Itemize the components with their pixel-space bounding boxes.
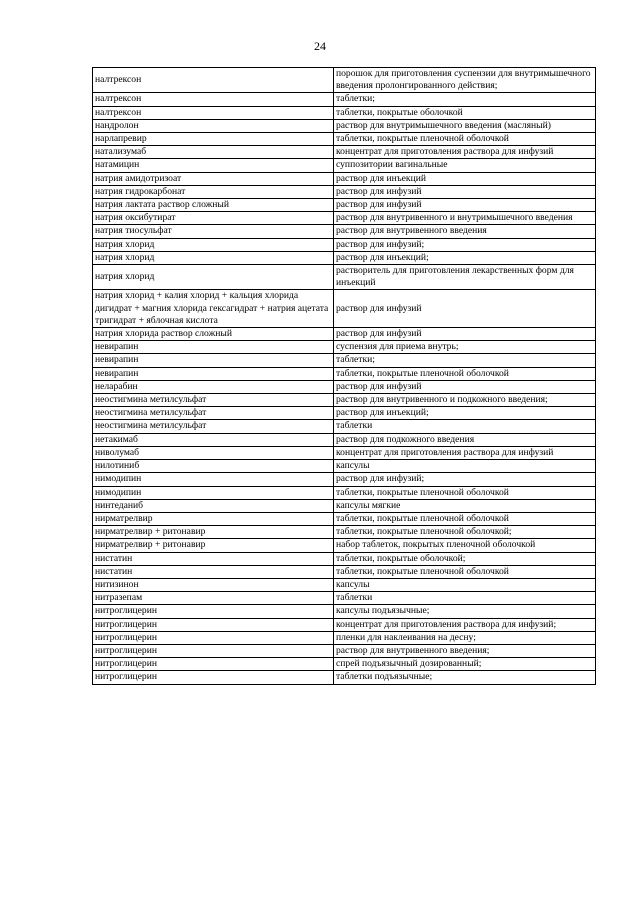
drug-name-cell: неларабин [93, 380, 334, 393]
dosage-form-cell: капсулы [334, 578, 596, 591]
dosage-form-cell: раствор для инфузий [334, 185, 596, 198]
drug-table-body [93, 68, 596, 685]
drug-name-cell: натрия лактата раствор сложный [93, 199, 334, 212]
table-row [93, 407, 596, 420]
table-row [93, 68, 596, 93]
table-row [93, 512, 596, 525]
drug-name-cell: натрия хлорид [93, 265, 334, 290]
drug-name-cell: нистатин [93, 565, 334, 578]
drug-name-cell: нитроглицерин [93, 671, 334, 684]
dosage-form-cell: раствор для инфузий; [334, 473, 596, 486]
drug-name-cell: нитразепам [93, 592, 334, 605]
dosage-form-cell: раствор для инъекций [334, 172, 596, 185]
table-row [93, 159, 596, 172]
table-row [93, 119, 596, 132]
drug-name-cell: налтрексон [93, 106, 334, 119]
table-row [93, 225, 596, 238]
drug-name-cell: натрия гидрокарбонат [93, 185, 334, 198]
drug-name-cell: натализумаб [93, 146, 334, 159]
table-row [93, 251, 596, 264]
dosage-form-cell: таблетки; [334, 354, 596, 367]
table-row [93, 133, 596, 146]
drug-name-cell: неостигмина метилсульфат [93, 420, 334, 433]
table-row [93, 658, 596, 671]
drug-name-cell: неостигмина метилсульфат [93, 407, 334, 420]
drug-name-cell: невирапин [93, 354, 334, 367]
table-row [93, 526, 596, 539]
drug-name-cell: нарлапревир [93, 133, 334, 146]
table-row [93, 146, 596, 159]
dosage-form-cell: таблетки, покрытые пленочной оболочкой [334, 486, 596, 499]
drug-name-cell: натрия тиосульфат [93, 225, 334, 238]
table-row [93, 354, 596, 367]
drug-name-cell: нилотиниб [93, 460, 334, 473]
table-row [93, 238, 596, 251]
table-row [93, 618, 596, 631]
dosage-form-cell: таблетки, покрытые оболочкой; [334, 552, 596, 565]
drug-name-cell: нитроглицерин [93, 605, 334, 618]
dosage-form-cell: пленки для наклеивания на десну; [334, 631, 596, 644]
dosage-form-cell: спрей подъязычный дозированный; [334, 658, 596, 671]
table-row [93, 473, 596, 486]
table-row [93, 446, 596, 459]
drug-name-cell: нитроглицерин [93, 644, 334, 657]
drug-name-cell: неостигмина метилсульфат [93, 394, 334, 407]
drug-name-cell: нирматрелвир + ритонавир [93, 539, 334, 552]
table-row [93, 172, 596, 185]
drug-name-cell: нандролон [93, 119, 334, 132]
dosage-form-cell: таблетки подъязычные; [334, 671, 596, 684]
table-row [93, 433, 596, 446]
dosage-form-cell: капсулы мягкие [334, 499, 596, 512]
drug-name-cell: нирматрелвир + ритонавир [93, 526, 334, 539]
drug-name-cell: невирапин [93, 367, 334, 380]
dosage-form-cell: таблетки, покрытые пленочной оболочкой; [334, 526, 596, 539]
dosage-form-cell: суспензия для приема внутрь; [334, 341, 596, 354]
table-row [93, 499, 596, 512]
drug-name-cell: нитроглицерин [93, 658, 334, 671]
table-row [93, 93, 596, 106]
dosage-form-cell: таблетки, покрытые пленочной оболочкой [334, 512, 596, 525]
dosage-form-cell: таблетки, покрытые пленочной оболочкой [334, 367, 596, 380]
drug-name-cell: нинтеданиб [93, 499, 334, 512]
drug-name-cell: нитроглицерин [93, 618, 334, 631]
table-row [93, 185, 596, 198]
drug-name-cell: натрия оксибутират [93, 212, 334, 225]
dosage-form-cell: капсулы [334, 460, 596, 473]
drug-name-cell: нирматрелвир [93, 512, 334, 525]
dosage-form-cell: раствор для инъекций; [334, 407, 596, 420]
table-row [93, 605, 596, 618]
dosage-form-cell: таблетки [334, 592, 596, 605]
table-row [93, 420, 596, 433]
dosage-form-cell: раствор для внутривенного и внутримышечного введения [334, 212, 596, 225]
dosage-form-cell: порошок для приготовления суспензии для внутримышечного введения пролонгированного действия; [334, 68, 596, 93]
drug-name-cell: ниволумаб [93, 446, 334, 459]
page-number: 24 [314, 39, 326, 53]
drug-name-cell: натрия амидотризоат [93, 172, 334, 185]
dosage-form-cell: раствор для инфузий [334, 199, 596, 212]
drug-name-cell: налтрексон [93, 68, 334, 93]
table-row [93, 199, 596, 212]
table-row [93, 631, 596, 644]
drug-name-cell: натрия хлорид [93, 238, 334, 251]
table-row [93, 328, 596, 341]
drug-name-cell: нитроглицерин [93, 631, 334, 644]
drug-name-cell: натамицин [93, 159, 334, 172]
drug-name-cell: нимодипин [93, 486, 334, 499]
dosage-form-cell: таблетки [334, 420, 596, 433]
drug-name-cell: нимодипин [93, 473, 334, 486]
dosage-form-cell: таблетки, покрытые пленочной оболочкой [334, 133, 596, 146]
table-row [93, 592, 596, 605]
dosage-form-cell: раствор для инъекций; [334, 251, 596, 264]
table-row [93, 341, 596, 354]
dosage-form-cell: раствор для внутривенного введения [334, 225, 596, 238]
table-row [93, 644, 596, 657]
dosage-form-cell: капсулы подъязычные; [334, 605, 596, 618]
table-row [93, 380, 596, 393]
dosage-form-cell: раствор для инфузий [334, 290, 596, 328]
drug-table [92, 67, 596, 685]
drug-name-cell: натрия хлорид [93, 251, 334, 264]
drug-name-cell: нистатин [93, 552, 334, 565]
drug-name-cell: налтрексон [93, 93, 334, 106]
table-row [93, 460, 596, 473]
table-row [93, 265, 596, 290]
table-row [93, 565, 596, 578]
table-row [93, 212, 596, 225]
table-row [93, 367, 596, 380]
drug-name-cell: натрия хлорида раствор сложный [93, 328, 334, 341]
dosage-form-cell: раствор для внутривенного и подкожного введения; [334, 394, 596, 407]
drug-name-cell: нитизинон [93, 578, 334, 591]
table-row [93, 290, 596, 328]
dosage-form-cell: концентрат для приготовления раствора для инфузий; [334, 618, 596, 631]
dosage-form-cell: таблетки, покрытые оболочкой [334, 106, 596, 119]
dosage-form-cell: растворитель для приготовления лекарственных форм для инъекций [334, 265, 596, 290]
table-row [93, 539, 596, 552]
table-row [93, 394, 596, 407]
table-row [93, 552, 596, 565]
dosage-form-cell: концентрат для приготовления раствора для инфузий [334, 446, 596, 459]
dosage-form-cell: раствор для внутривенного введения; [334, 644, 596, 657]
table-row [93, 578, 596, 591]
table-row [93, 671, 596, 684]
dosage-form-cell: суппозитории вагинальные [334, 159, 596, 172]
dosage-form-cell: раствор для инфузий; [334, 238, 596, 251]
dosage-form-cell: набор таблеток, покрытых пленочной оболочкой [334, 539, 596, 552]
dosage-form-cell: таблетки, покрытые пленочной оболочкой [334, 565, 596, 578]
drug-name-cell: натрия хлорид + калия хлорид + кальция хлорида дигидрат + магния хлорида гексагидрат + натрия ацетата тригидрат + яблочная кислота [93, 290, 334, 328]
dosage-form-cell: раствор для инфузий [334, 328, 596, 341]
dosage-form-cell: раствор для внутримышечного введения (масляный) [334, 119, 596, 132]
drug-name-cell: нетакимаб [93, 433, 334, 446]
table-row [93, 486, 596, 499]
dosage-form-cell: таблетки; [334, 93, 596, 106]
drug-name-cell: невирапин [93, 341, 334, 354]
dosage-form-cell: раствор для инфузий [334, 380, 596, 393]
dosage-form-cell: концентрат для приготовления раствора для инфузий [334, 146, 596, 159]
table-row [93, 106, 596, 119]
dosage-form-cell: раствор для подкожного введения [334, 433, 596, 446]
